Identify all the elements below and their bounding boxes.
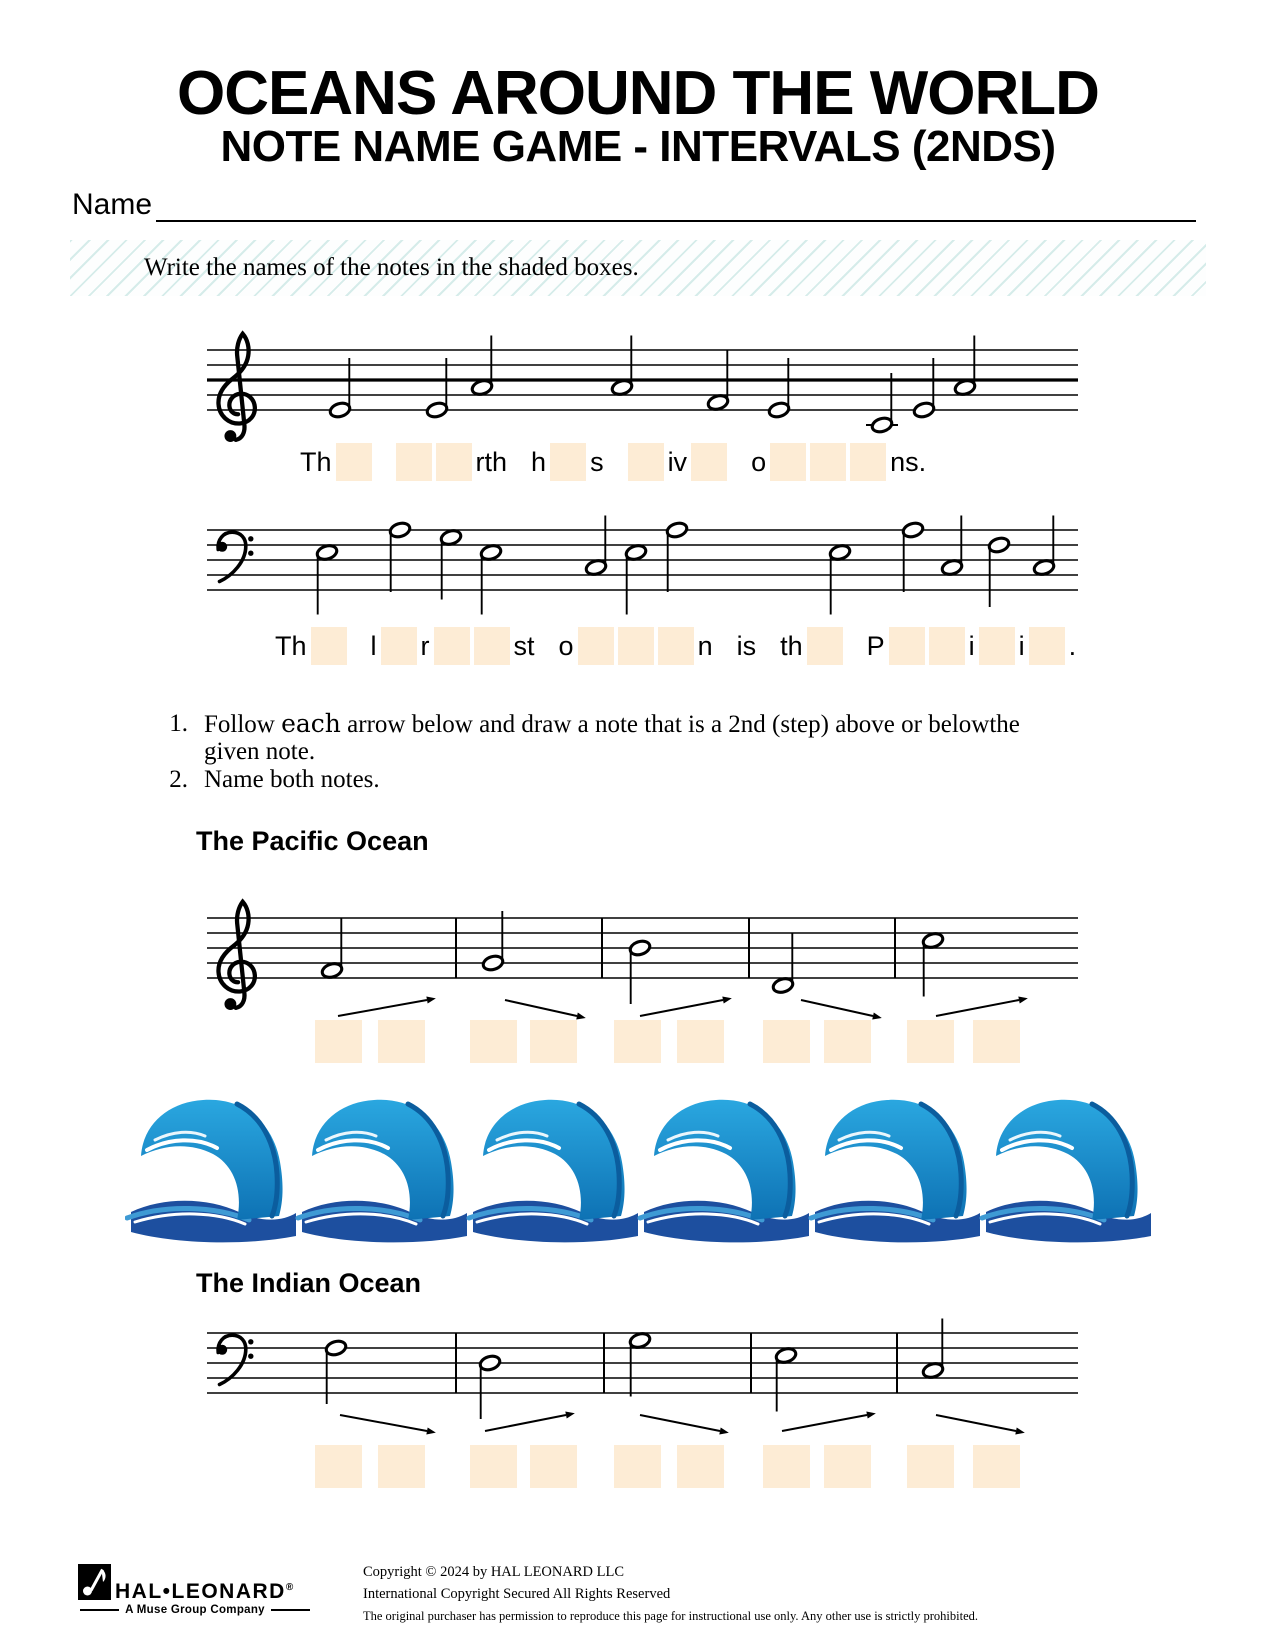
interval-arrow-up-icon [338,996,436,1016]
half-note-D4 [772,934,795,995]
notehead [316,543,339,561]
half-note-A3 [389,521,412,592]
name-input-line[interactable] [156,186,1196,222]
direction-text-pre: Follow [204,711,282,738]
notehead [913,401,936,419]
half-note-A3 [902,521,925,592]
clef-dot [248,551,253,556]
logo-notehead [83,1587,92,1596]
arrow-head [576,1012,586,1019]
arrow-shaft [801,1000,873,1016]
hal-leonard-wordmark [115,1580,293,1604]
bass-clef-icon [217,532,253,581]
worksheet-title: OCEANS AROUND THE WORLD [177,59,1099,128]
half-note-F3 [325,1339,348,1404]
wave-body [996,1100,1138,1220]
clef-ball [224,430,236,442]
direction-item-1 [158,710,1118,765]
copyright-line-2: International Copyright Secured All Rights Reserved [363,1586,671,1602]
lyric-fragment: Th [300,447,332,477]
clef-head [217,542,227,552]
notehead [772,976,795,994]
arrow-head [1015,1427,1025,1434]
notehead [629,1331,652,1349]
wave-body [141,1100,283,1220]
half-note-E4 [913,358,936,419]
half-note-E4 [329,358,352,419]
notehead [871,416,894,434]
half-note-A4 [471,336,494,397]
notehead [629,939,652,957]
pacific-answer-box[interactable] [824,1020,871,1063]
wave-crest [811,1100,980,1243]
pacific-answer-box[interactable] [470,1020,517,1063]
hal-leonard-name: HAL•LEONARD [115,1580,286,1603]
copyright-line-1: Copyright © 2024 by HAL LEONARD LLC [363,1564,624,1580]
half-note-C4 [866,373,898,434]
half-note-G3 [629,1331,652,1396]
arrow-shaft [936,1000,1019,1016]
section-heading-indian: The Indian Ocean [196,1268,422,1298]
half-note-E3 [316,543,339,614]
wave-crest [127,1100,296,1243]
melody-staff-bass [205,500,1080,640]
clef-ball [224,998,236,1010]
arrow-shaft [485,1415,566,1431]
indian-answer-box[interactable] [907,1445,954,1488]
interval-arrow-down-icon [801,1000,882,1020]
indian-answer-box[interactable] [530,1445,577,1488]
melody-staff-treble [205,322,1080,457]
interval-arrow-down-icon [640,1415,729,1435]
notehead [666,521,689,539]
direction-text-each: each [281,709,341,738]
arrow-head [426,996,435,1003]
lyric-fragment: i [1018,631,1025,661]
name-row [72,186,1196,222]
indian-answer-box[interactable] [763,1445,810,1488]
notehead [902,521,925,539]
indian-answer-box[interactable] [614,1445,661,1488]
half-note-C3 [1033,516,1056,577]
half-note-F4 [321,919,344,980]
direction-text: Name both notes. [204,766,380,793]
pacific-ocean-staff [205,890,1080,1040]
lyric-fragment: . [1068,631,1077,661]
wave-crest [298,1100,467,1243]
arrow-shaft [782,1415,867,1431]
half-note-E3 [829,543,852,614]
half-note-A4 [611,336,634,397]
arrow-head [719,1427,729,1434]
half-note-C5 [922,931,945,996]
notehead [329,401,352,419]
arrow-head [565,1411,575,1418]
section-heading-pacific: The Pacific Ocean [196,826,429,856]
wave-crest [640,1100,809,1243]
wave-crest [469,1100,638,1243]
half-note-G3 [440,528,463,599]
lyric-fragment: r [420,631,430,661]
arrow-shaft [640,1000,723,1016]
indian-answer-box[interactable] [378,1445,425,1488]
interval-arrow-down-icon [340,1415,436,1435]
notehead [922,931,945,949]
pacific-answer-box[interactable] [315,1020,362,1063]
notehead [426,401,449,419]
directions-list [158,710,1118,794]
interval-arrow-down-icon [505,1000,586,1020]
tagline-text: A Muse Group Company [125,1604,265,1616]
direction-number: 1. [169,710,188,737]
lyric-fragment: P [866,631,885,661]
clef-curve [218,532,246,581]
half-note-E3 [775,1346,798,1411]
lyric-fragment: th [780,631,803,661]
notehead [922,1361,945,1379]
interval-arrow-up-icon [485,1411,575,1431]
pacific-answer-box[interactable] [907,1020,954,1063]
half-note-C3 [585,516,608,577]
notehead [389,521,412,539]
lyric-fragment: st [513,631,535,661]
notehead [988,536,1011,554]
half-note-E3 [625,543,648,614]
clef-spiral [218,945,254,991]
direction-number: 2. [169,766,188,793]
lyric-fragment: Th [275,631,307,661]
half-note-A3 [666,521,689,592]
pacific-answer-box[interactable] [973,1020,1020,1063]
arrow-head [1018,996,1028,1003]
half-note-C3 [922,1319,945,1380]
tagline-rule-left [80,1609,119,1611]
pacific-answer-box[interactable] [763,1020,810,1063]
muse-group-tagline [80,1604,310,1616]
direction-text [204,710,1020,765]
direction-text-rest: arrow below and draw a note that is a 2nd (step) above or belowthe [340,711,1020,738]
direction-item-2 [158,766,1118,793]
pacific-answer-box[interactable] [530,1020,577,1063]
direction-text-line2: given note. [204,738,316,765]
hal-leonard-logo-icon [78,1564,114,1604]
clef-head [217,1345,227,1355]
half-note-B4 [629,939,652,1004]
worksheet-subtitle: NOTE NAME GAME - INTERVALS (2NDS) [220,122,1056,171]
lyric-fragment: rth [475,447,508,477]
lyric-fragment: iv [667,447,688,477]
clef-curve [218,1335,246,1384]
copyright-line-3: The original purchaser has permission to reproduce this page for instructional use only. Any other use is strictly prohibited. [363,1609,979,1623]
wave-body [483,1100,625,1220]
half-note-A4 [954,336,977,397]
wave-body [654,1100,796,1220]
notehead [321,961,344,979]
pacific-answer-box[interactable] [677,1020,724,1063]
instruction-banner [70,240,1206,296]
half-note-C3 [941,516,964,577]
lyric-fragment: s [590,447,604,477]
notehead [479,1354,502,1372]
lyric-fragment: n [697,631,713,661]
notehead [829,543,852,561]
arrow-head [722,996,732,1003]
half-note-E3 [480,543,503,614]
indian-answer-box[interactable] [677,1445,724,1488]
half-note-E4 [768,358,791,419]
indian-ocean-staff [205,1305,1080,1457]
wave-crest [982,1100,1151,1243]
indian-answer-box[interactable] [315,1445,362,1488]
copyright-block [363,1561,1243,1627]
clef-spiral [218,377,254,423]
lyric-fragment: o [751,447,767,477]
arrow-shaft [340,1415,427,1431]
wave-body [312,1100,454,1220]
lyric-fragment: h [531,447,547,477]
interval-arrow-up-icon [782,1411,876,1431]
arrow-shaft [936,1415,1016,1431]
lyric-fragment: i [968,631,975,661]
notehead [325,1339,348,1357]
arrow-head [866,1411,876,1418]
lyric-fragment: is [736,631,757,661]
indian-answer-box[interactable] [824,1445,871,1488]
lyric-fragment: l [370,631,377,661]
half-note-E4 [426,358,449,419]
interval-arrow-up-icon [640,996,732,1016]
arrow-shaft [338,1000,427,1016]
half-note-D3 [479,1354,502,1419]
notehead [1033,558,1056,576]
notehead [440,528,463,546]
notehead [768,401,791,419]
clef-dot [248,1339,253,1344]
pacific-answer-box[interactable] [614,1020,661,1063]
notehead [941,558,964,576]
indian-answer-box[interactable] [973,1445,1020,1488]
arrow-shaft [640,1415,720,1431]
notehead [482,954,505,972]
arrow-head [872,1012,882,1019]
banner-text: Write the names of the notes in the shaded boxes. [144,254,639,281]
clef-dot [248,536,253,541]
half-note-G4 [482,911,505,972]
clef-dot [248,1354,253,1359]
notehead [625,543,648,561]
name-label: Name [72,188,153,221]
registered-mark: ® [285,1582,294,1593]
lyric-fragment: o [558,631,574,661]
ocean-waves-illustration [125,1090,1151,1248]
tagline-rule-right [271,1609,310,1611]
arrow-shaft [505,1000,577,1016]
bass-clef-icon [217,1335,253,1384]
pacific-answer-box[interactable] [378,1020,425,1063]
half-note-F3 [988,536,1011,607]
notehead [707,393,730,411]
interval-arrow-up-icon [936,996,1028,1016]
notehead [775,1346,798,1364]
arrow-head [426,1427,436,1434]
notehead [480,543,503,561]
wave-body [825,1100,967,1220]
lyric-fragment: ns. [890,447,927,477]
indian-answer-box[interactable] [470,1445,517,1488]
notehead [585,558,608,576]
interval-arrow-down-icon [936,1415,1025,1435]
